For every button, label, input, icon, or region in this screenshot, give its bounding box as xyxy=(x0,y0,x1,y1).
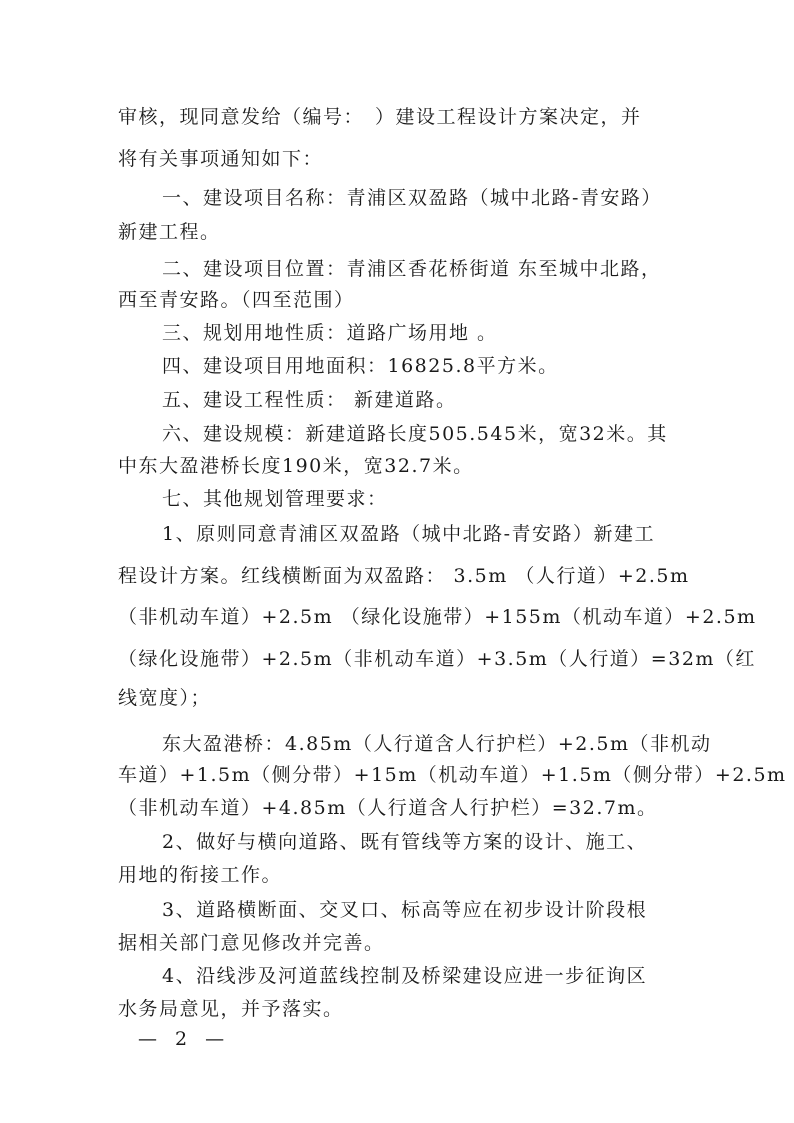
text-line: 新建工程。 xyxy=(118,221,221,243)
text-line: 一、建设项目名称：青浦区双盈路（城中北路-青安路） xyxy=(162,187,662,209)
text-line: 四、建设项目用地面积：16825.8平方米。 xyxy=(162,355,559,377)
text-line: 六、建设规模：新建道路长度505.545米，宽32米。其 xyxy=(162,423,668,445)
text-line: （非机动车道）+2.5m （绿化设施带）+155m（机动车道）+2.5m xyxy=(118,606,757,628)
text-line: 用地的衔接工作。 xyxy=(118,864,283,886)
text-line: 水务局意见，并予落实。 xyxy=(118,998,344,1020)
text-line: 将有关事项通知如下： xyxy=(118,148,324,170)
text-line: 1、原则同意青浦区双盈路（城中北路-青安路）新建工 xyxy=(162,523,656,545)
text-line: （非机动车道）+4.85m（人行道含人行护栏）=32.7m。 xyxy=(118,797,658,819)
text-line: 2、做好与横向道路、既有管线等方案的设计、施工、 xyxy=(162,831,648,853)
text-line: 审核，现同意发给（编号： ）建设工程设计方案决定，并 xyxy=(118,106,642,128)
text-line: 4、沿线涉及河道蓝线控制及桥梁建设应进一步征询区 xyxy=(162,965,648,987)
text-line: 中东大盈港桥长度190米，宽32.7米。 xyxy=(118,455,474,477)
text-line: （绿化设施带）+2.5m（非机动车道）+3.5m（人行道）=32m（红 xyxy=(118,648,756,670)
text-line: 东大盈港桥：4.85m（人行道含人行护栏）+2.5m（非机动 xyxy=(162,733,712,755)
page-number: — 2 — xyxy=(138,1028,231,1050)
text-line: 车道）+1.5m（侧分带）+15m（机动车道）+1.5m（侧分带）+2.5m xyxy=(118,764,787,786)
text-line: 七、其他规划管理要求： xyxy=(162,488,388,510)
text-line: 程设计方案。红线横断面为双盈路： 3.5m （人行道）+2.5m xyxy=(118,565,690,587)
text-line: 二、建设项目位置：青浦区香花桥街道 东至城中北路， xyxy=(162,258,662,280)
text-line: 三、规划用地性质：道路广场用地 。 xyxy=(162,322,498,344)
text-line: 3、道路横断面、交叉口、标高等应在初步设计阶段根 xyxy=(162,899,648,921)
text-line: 西至青安路。（四至范围） xyxy=(118,289,355,311)
text-line: 五、建设工程性质： 新建道路。 xyxy=(162,389,457,411)
text-line: 据相关部门意见修改并完善。 xyxy=(118,932,385,954)
text-line: 线宽度）； xyxy=(118,687,212,709)
